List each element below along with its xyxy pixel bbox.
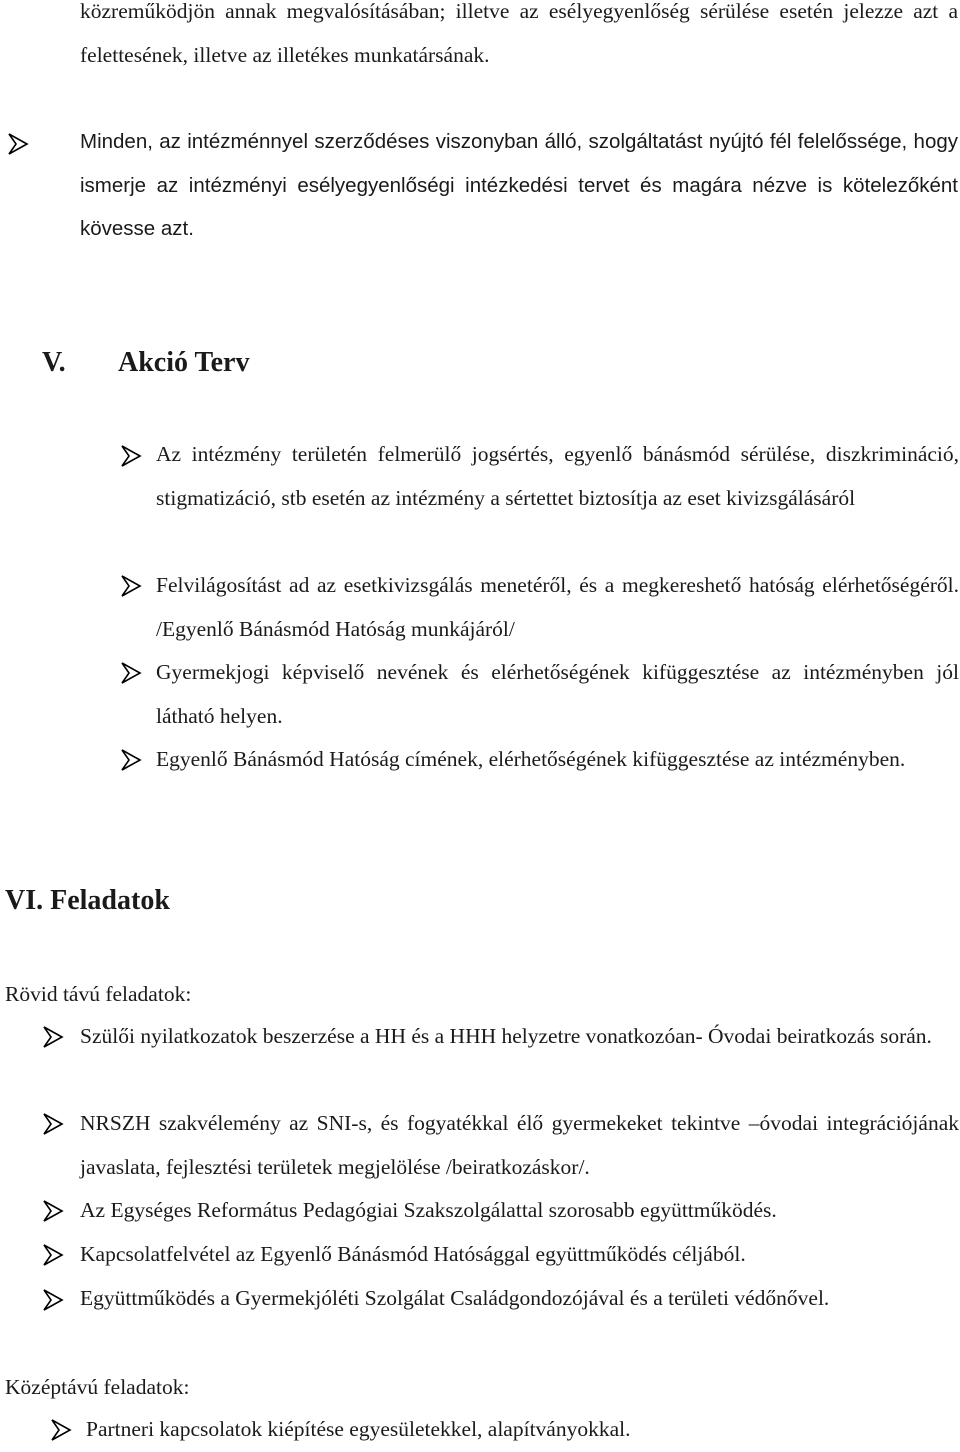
section-number: V. [42, 347, 66, 378]
list-item: Együttműködés a Gyermekjóléti Szolgálat Családgondozójával és a területi védőnővel. [80, 1286, 830, 1310]
continuation-paragraph: közreműködjön annak megvalósításában; illetve az esélyegyenlőség sérülése esetén jelezze azt a felettesének, illetve az illetékes munkatársának. [80, 0, 958, 67]
list-item: Az intézmény területén felmerülő jogsértés, egyenlő bánásmód sérülése, diszkrimináció, stigmatizáció, stb esetén az intézmény a sértettet biztosítja az eset kivizsgálásáról [156, 442, 959, 510]
arrowhead-bullet-icon [42, 1026, 64, 1048]
arrowhead-bullet-icon [120, 445, 142, 467]
section-heading: VI. Feladatok [5, 885, 170, 916]
arrowhead-bullet-icon [42, 1289, 64, 1311]
list-item: Minden, az intézménnyel szerződéses viszonyban álló, szolgáltatást nyújtó fél felelőssége, hogy ismerje az intézményi esélyegyenlőségi intézkedési tervet és magára nézve is kötelezőként kövesse azt. [80, 130, 958, 240]
list-item: Szülői nyilatkozatok beszerzése a HH és a HHH helyzetre vonatkozóan- Óvodai beiratkozás során. [80, 1024, 932, 1048]
short-term-label: Rövid távú feladatok: [5, 982, 192, 1006]
section-title: Akció Terv [118, 347, 250, 378]
list-item: Partneri kapcsolatok kiépítése egyesületekkel, alapítványokkal. [86, 1417, 631, 1441]
arrowhead-bullet-icon [7, 133, 29, 155]
arrowhead-bullet-icon [50, 1419, 72, 1441]
mid-term-label: Középtávú feladatok: [5, 1375, 190, 1399]
list-item: Gyermekjogi képviselő nevének és elérhetőségének kifüggesztése az intézményben jól látható helyen. [156, 660, 959, 728]
list-item: Felvilágosítást ad az esetkivizsgálás menetéről, és a megkereshető hatóság elérhetőségéről. /Egyenlő Bánásmód Hatóság munkájáról/ [156, 573, 959, 641]
arrowhead-bullet-icon [120, 575, 142, 597]
arrowhead-bullet-icon [42, 1244, 64, 1266]
list-item: Az Egységes Református Pedagógiai Szakszolgálattal szorosabb együttműködés. [80, 1198, 777, 1222]
arrowhead-bullet-icon [120, 662, 142, 684]
list-item: Egyenlő Bánásmód Hatóság címének, elérhetőségének kifüggesztése az intézményben. [156, 747, 906, 771]
arrowhead-bullet-icon [120, 749, 142, 771]
list-item: Kapcsolatfelvétel az Egyenlő Bánásmód Hatósággal együttműködés céljából. [80, 1242, 746, 1266]
arrowhead-bullet-icon [42, 1113, 64, 1135]
list-item: NRSZH szakvélemény az SNI-s, és fogyatékkal élő gyermekeket tekintve –óvodai integrációjának javaslata, fejlesztési területek megjelölése /beiratkozáskor/. [80, 1111, 959, 1179]
arrowhead-bullet-icon [42, 1200, 64, 1222]
